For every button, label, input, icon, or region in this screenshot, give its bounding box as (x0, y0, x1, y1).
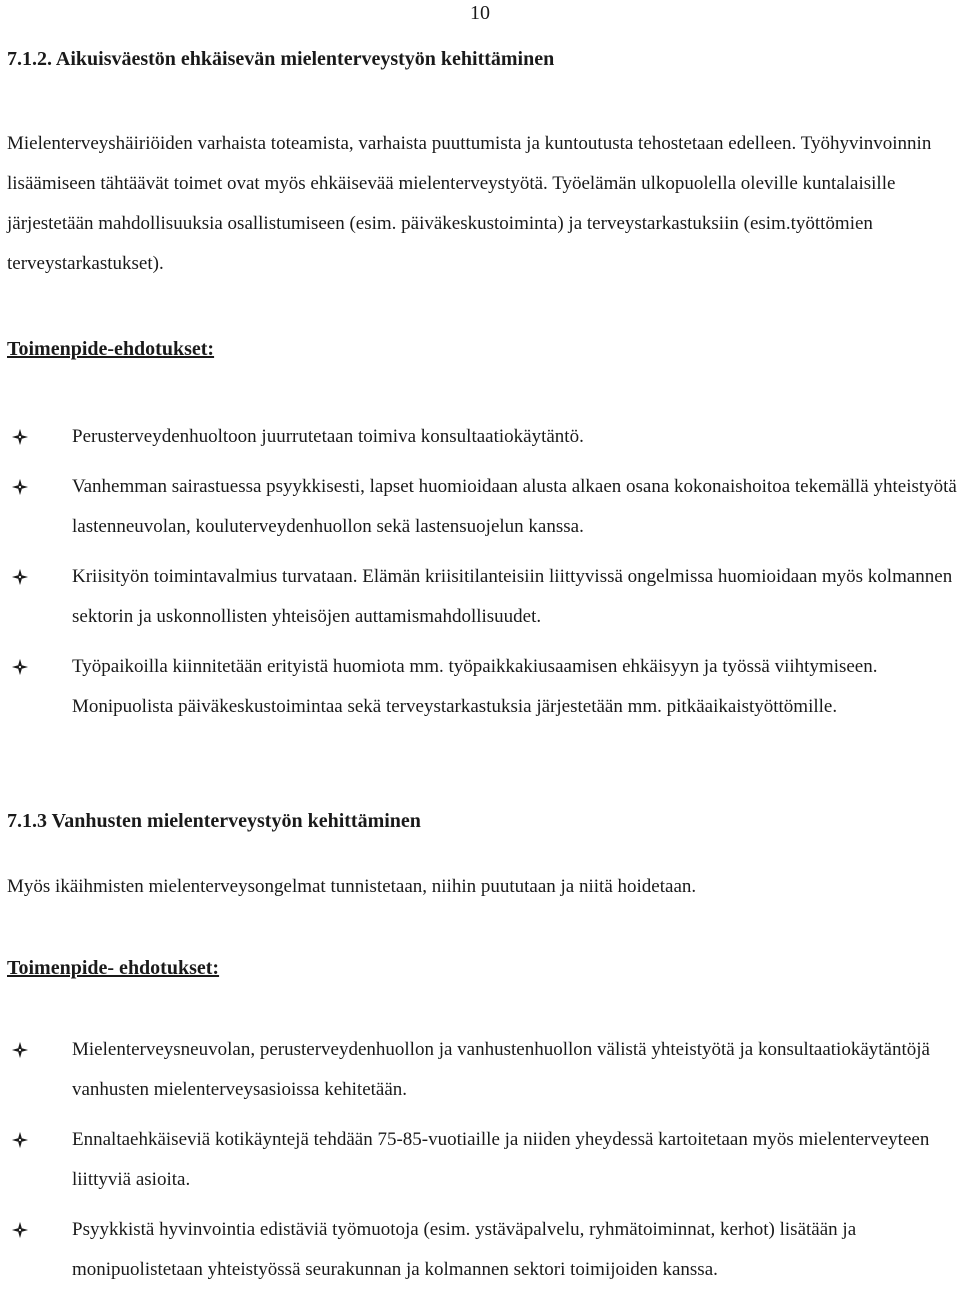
section-paragraph: Mielenterveyshäiriöiden varhaista toteamista, varhaista puuttumista ja kuntoutusta tehostetaan edelleen. Työhyvinvoinnin lisäämiseen tähtäävät toimet ovat myös ehkäisevää mielenterveystyötä. Työelämän ulkopuolella oleville kuntalaisille järjestetään mahdollisuuksia osallistumiseen (esim. päiväkeskustoiminta) ja terveystarkastuksiin (esim.työttömien terveystarkastukset). (7, 133, 932, 274)
subheading: Toimenpide- ehdotukset: (7, 957, 220, 979)
list-item (7, 417, 957, 457)
diamond-bullet-icon (11, 658, 29, 676)
list-item-text: Kriisityön toimintavalmius turvataan. Elämän kriisitilanteisiin liittyvissä ongelmissa huomioidaan myös kolmannen sektorin ja uskonnollisten yhteisöjen auttamismahdollisuudet. (72, 566, 953, 627)
diamond-bullet-icon (11, 1221, 29, 1239)
diamond-bullet-icon (11, 568, 29, 586)
page-number: 10 (470, 2, 490, 24)
list-item (7, 467, 957, 547)
list-item-text: Psyykkistä hyvinvointia edistäviä työmuotoja (esim. ystäväpalvelu, ryhmätoiminnat, kerhot) lisätään ja monipuolistetaan yhteistyössä seurakunnan ja kolmannen sektori toimijoiden kanssa. (72, 1219, 857, 1280)
list-item (7, 647, 957, 727)
section-heading: 7.1.3 Vanhusten mielenterveystyön kehittäminen (7, 810, 421, 832)
list-item-text: Mielenterveysneuvolan, perusterveydenhuollon ja vanhustenhuollon välistä yhteistyötä ja konsultaatiokäytäntöjä vanhusten mielenterveysasioissa kehitetään. (72, 1039, 930, 1100)
diamond-bullet-icon (11, 1041, 29, 1059)
subheading: Toimenpide-ehdotukset: (7, 338, 215, 360)
list-item (7, 557, 957, 637)
section-heading: 7.1.2. Aikuisväestön ehkäisevän mielenterveystyön kehittäminen (7, 48, 555, 70)
diamond-bullet-icon (11, 428, 29, 446)
list-item-text: Ennaltaehkäiseviä kotikäyntejä tehdään 75-85-vuotiaille ja niiden yheydessä kartoitetaan myös mielenterveyteen liittyviä asioita. (72, 1129, 930, 1190)
list-item (7, 1210, 957, 1290)
section-paragraph: Myös ikäihmisten mielenterveysongelmat tunnistetaan, niihin puututaan ja niitä hoidetaan. (7, 876, 697, 897)
list-item (7, 1030, 957, 1110)
bullet-list (7, 417, 957, 737)
list-item-text: Perusterveydenhuoltoon juurrutetaan toimiva konsultaatiokäytäntö. (72, 426, 584, 447)
list-item-text: Vanhemman sairastuessa psyykkisesti, lapset huomioidaan alusta alkaen osana kokonaishoitoa tekemällä yhteistyötä lastenneuvolan, kouluterveydenhuollon sekä lastensuojelun kanssa. (72, 476, 957, 537)
diamond-bullet-icon (11, 1131, 29, 1149)
diamond-bullet-icon (11, 478, 29, 496)
list-item (7, 1120, 957, 1200)
list-item-text: Työpaikoilla kiinnitetään erityistä huomiota mm. työpaikkakiusaamisen ehkäisyyn ja työssä viihtymiseen. Monipuolista päiväkeskustoimintaa sekä terveystarkastuksia järjestetään mm. pitkäaikaistyöttömille. (72, 656, 878, 717)
